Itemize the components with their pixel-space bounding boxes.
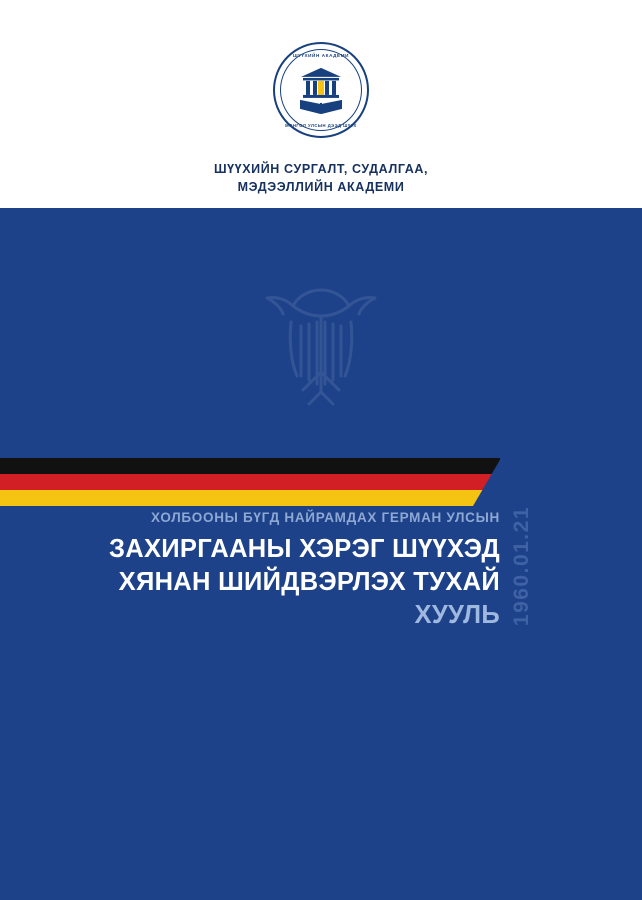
academy-name-line-1: ШҮҮХИЙН СУРГАЛТ, СУДАЛГАА,	[213, 162, 429, 176]
academy-seal-icon	[273, 42, 369, 138]
seal-arc-bottom-text: МОНГОЛ УЛСЫН ДЭЭД ШҮҮХ	[285, 123, 357, 128]
seal-crest-icon	[292, 62, 350, 116]
title-line-1: ЗАХИРГААНЫ ХЭРЭГ ШҮҮХЭД	[108, 535, 500, 563]
title-line-2: ХЯНАН ШИЙДВЭРЛЭХ ТУХАЙ	[118, 567, 500, 596]
cover-header	[0, 0, 642, 208]
flag-stripe-gold	[0, 490, 500, 506]
cover-body	[0, 208, 642, 900]
cover-title-block	[96, 510, 500, 630]
title-kicker: ХОЛБООНЫ БҮГД НАЙРАМДАХ ГЕРМАН УЛСЫН	[151, 510, 500, 525]
flag-stripe-red	[0, 474, 500, 490]
german-eagle-watermark-icon	[231, 272, 411, 432]
flag-end-notch	[473, 458, 501, 506]
academy-name-line-2: МЭДЭЭЛЛИЙН АКАДЕМИ	[237, 180, 405, 195]
academy-name	[214, 160, 428, 196]
german-flag-stripes	[0, 458, 500, 506]
seal-arc-top-text: ШҮҮХИЙН АКАДЕМИ	[292, 53, 350, 58]
publication-date: 1960.01.21	[510, 506, 533, 627]
title-line-3: ХУУЛЬ	[414, 601, 500, 630]
flag-stripe-black	[0, 458, 500, 474]
